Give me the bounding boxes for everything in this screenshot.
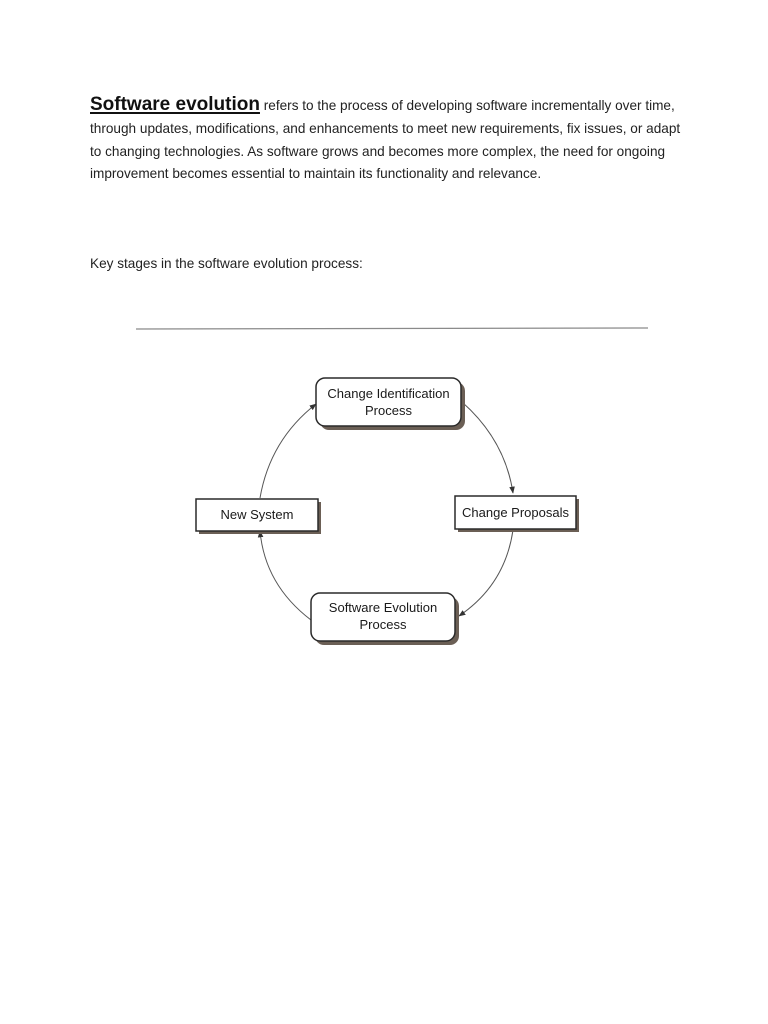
box-software-evolution — [311, 593, 459, 645]
arrow-left-to-top — [260, 404, 316, 498]
box-change-identification-line2: Process — [365, 403, 412, 418]
box-change-proposals-label: Change Proposals — [462, 505, 569, 520]
separator-line — [136, 328, 648, 329]
box-change-identification-line1: Change Identification — [327, 386, 450, 401]
box-new-system-label: New System — [220, 507, 294, 522]
box-change-identification — [316, 378, 465, 430]
box-new-system — [196, 499, 321, 534]
box-change-proposals — [455, 496, 579, 532]
arrow-right-to-bottom — [459, 530, 513, 616]
key-stages-heading: Key stages in the software evolution process: — [90, 256, 363, 271]
box-software-evolution-line1: Software Evolution — [328, 600, 438, 615]
arrow-bottom-to-left — [260, 531, 311, 620]
arrow-top-to-right — [462, 402, 513, 493]
intro-text: refers to the process of developing software incrementally over time, through updates, modifications, and enhancements to meet new requirements, fix issues, or adapt to changing technologies. As software grows and becomes more complex, the need for ongoing improvement becomes essential to maintain its functionality and relevance. — [90, 98, 681, 182]
box-software-evolution-line2: Process — [359, 617, 407, 632]
term-software-evolution: Software evolution — [90, 94, 260, 115]
